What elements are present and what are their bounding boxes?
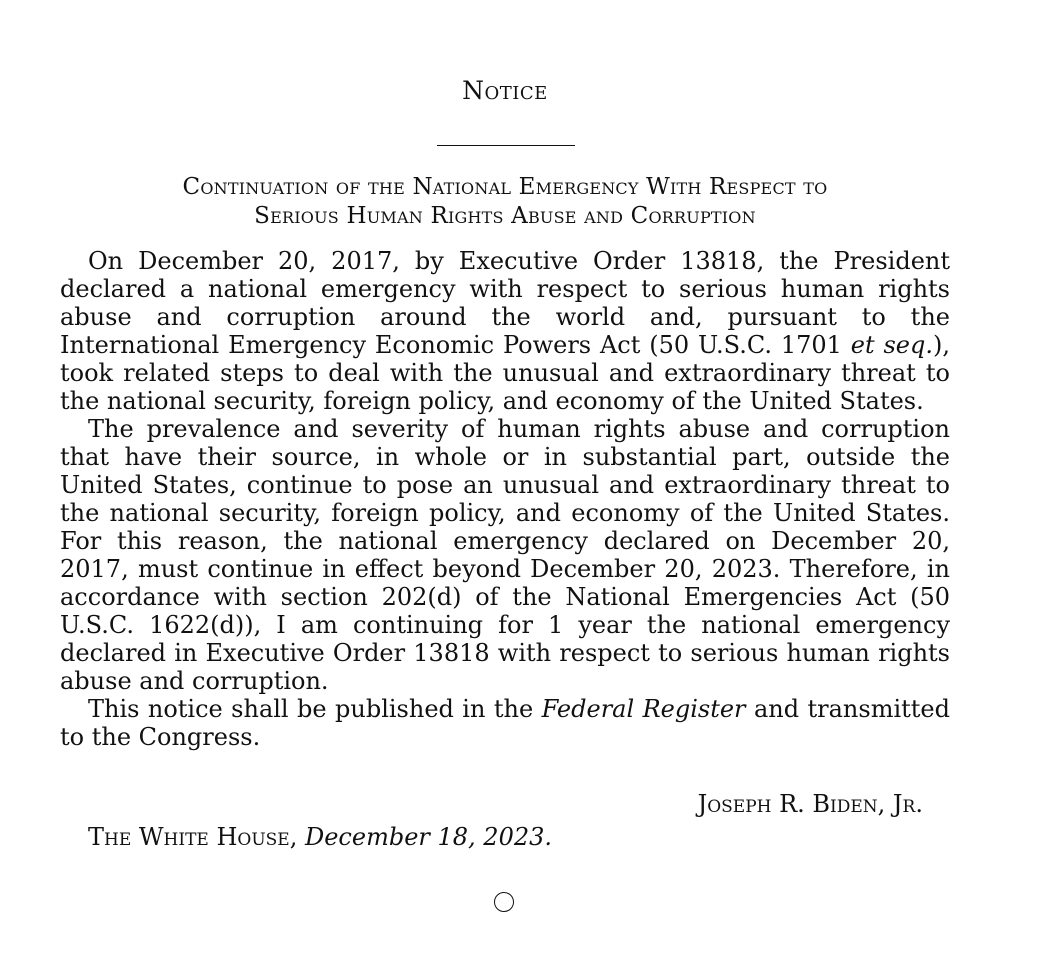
document-title — [60, 173, 950, 231]
date: December 18, 2023. — [304, 823, 553, 851]
paragraph-3-text-b: and transmitted to the Congress. — [60, 695, 950, 751]
signature: Joseph R. Biden, Jr. — [697, 790, 923, 818]
paragraph-2: The prevalence and severity of human rights abuse and corruption that have their source, in whole or in substantial part, outside the United States, continue to pose an unusual and extraordinary threat to the national security, foreign policy, and economy of the United States. For this reason, the national emergency declared on December 20, 2017, must continue in effect beyond December 20, 2023. Therefore, in accordance with section 202(d) of the National Emergencies Act (50 U.S.C. 1622(d)), I am continuing for 1 year the national emergency declared in Executive Order 13818 with respect to serious human rights abuse and corruption. — [60, 415, 950, 695]
paragraph-1-text-b: ), took related steps to deal with the unusual and extraordinary threat to the national security, foreign policy, and economy of the United States. — [60, 331, 950, 415]
paragraph-1 — [60, 247, 950, 415]
notice-heading: Notice — [462, 76, 548, 105]
circle-icon — [494, 892, 514, 912]
place-date-line — [88, 823, 552, 851]
heading-rule — [437, 145, 575, 146]
title-line-1: Continuation of the National Emergency With Respect to — [182, 174, 828, 200]
place: The White House, — [88, 823, 298, 851]
paragraph-3 — [60, 695, 950, 751]
paragraph-3-italic: Federal Register — [541, 695, 746, 723]
document-body — [60, 247, 950, 751]
paragraph-3-text-a: This notice shall be published in the — [88, 695, 542, 723]
title-line-2: Serious Human Rights Abuse and Corruption — [254, 203, 756, 229]
paragraph-1-text-a: On December 20, 2017, by Executive Order 13818, the President declared a national emergency with respect to serious human rights abuse and corruption around the world and, pursuant to the International Emergency Economic Powers Act (50 U.S.C. 1701 — [60, 247, 950, 359]
paragraph-1-italic: et seq. — [850, 331, 933, 359]
